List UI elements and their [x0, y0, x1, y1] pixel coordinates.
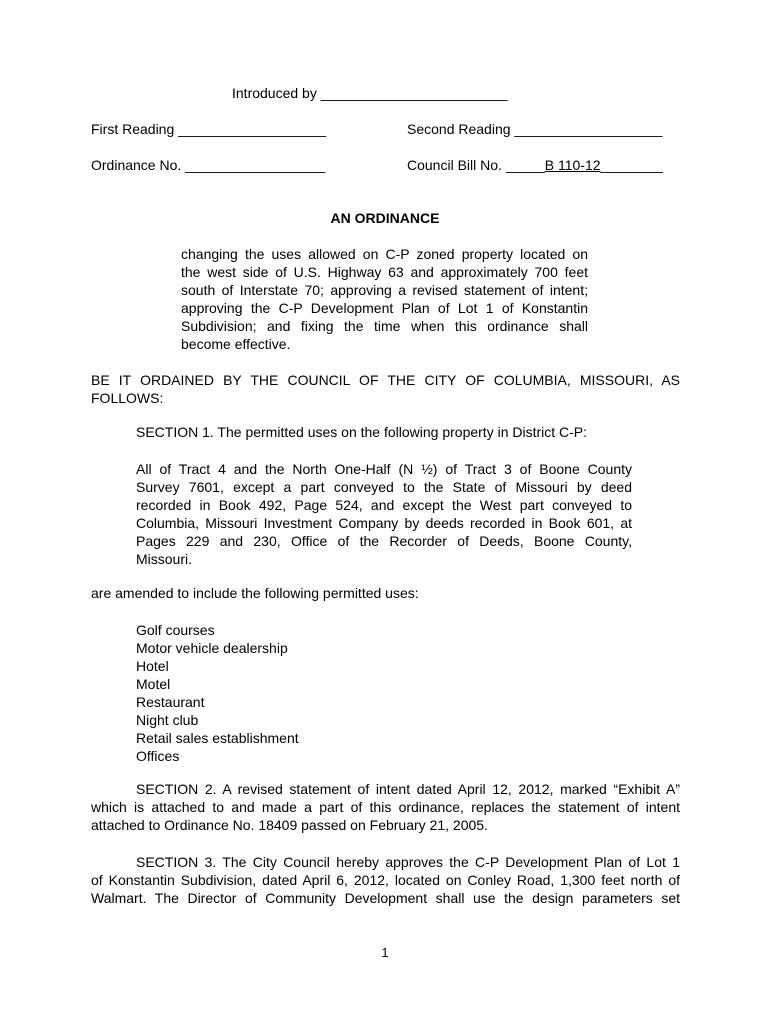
- purpose-line: become effective.: [181, 336, 291, 352]
- legal-line: Columbia, Missouri Investment Company by deeds recorded in Book 601, at: [136, 515, 632, 531]
- section-3-line: SECTION 3. The City Council hereby approves the C-P Development Plan of Lot 1: [136, 854, 680, 870]
- section-2: [91, 780, 680, 834]
- list-item: Night club: [136, 712, 199, 728]
- list-item: Hotel: [136, 658, 169, 674]
- legal-line: recorded in Book 492, Page 524, and except the West part conveyed to: [136, 497, 632, 513]
- council-bill-value: B 110-12: [544, 157, 601, 173]
- page-number: 1: [381, 945, 389, 960]
- legal-line: Survey 7601, except a part conveyed to the State of Missouri by deed: [136, 479, 632, 495]
- document-title: AN ORDINANCE: [330, 210, 440, 226]
- enacting-line: BE IT ORDAINED BY THE COUNCIL OF THE CITY OF COLUMBIA, MISSOURI, AS: [91, 372, 680, 388]
- first-reading-field: First Reading ___________________: [91, 121, 327, 137]
- second-reading-field: Second Reading ___________________: [407, 121, 663, 137]
- council-bill-blank: ________: [600, 157, 663, 173]
- list-item: Retail sales establishment: [136, 730, 299, 746]
- legal-description: [136, 460, 632, 568]
- section-3: [91, 853, 680, 907]
- introduced-by-field: Introduced by ________________________: [232, 85, 508, 101]
- list-item: Golf courses: [136, 622, 215, 638]
- purpose-clause: [181, 245, 588, 353]
- section-3-line: Walmart. The Director of Community Development shall use the design parameters set: [91, 890, 680, 906]
- permitted-uses-list: [136, 621, 299, 765]
- legal-line: Pages 229 and 230, Office of the Recorder of Deeds, Boone County,: [136, 533, 632, 549]
- ordinance-number-field: Ordinance No. __________________: [91, 157, 326, 173]
- section-1-heading: SECTION 1. The permitted uses on the following property in District C-P:: [136, 424, 588, 440]
- purpose-line: approving the C-P Development Plan of Lot 1 of Konstantin: [181, 300, 588, 316]
- list-item: Motel: [136, 676, 171, 692]
- list-item: Offices: [136, 748, 180, 764]
- enacting-clause: [91, 371, 680, 407]
- purpose-line: Subdivision; and fixing the time when this ordinance shall: [181, 318, 588, 334]
- legal-line: All of Tract 4 and the North One-Half (N ½) of Tract 3 of Boone County: [136, 461, 632, 477]
- council-bill-field: [407, 157, 663, 173]
- purpose-line: changing the uses allowed on C-P zoned property located on: [181, 246, 588, 262]
- council-bill-label: Council Bill No. _____: [407, 157, 545, 173]
- purpose-line: south of Interstate 70; approving a revised statement of intent;: [181, 282, 588, 298]
- section-3-line: of Konstantin Subdivision, dated April 6, 2012, located on Conley Road, 1,300 feet north of: [91, 872, 680, 888]
- enacting-line: FOLLOWS:: [91, 390, 164, 406]
- amended-statement: are amended to include the following permitted uses:: [91, 585, 419, 601]
- legal-line: Missouri.: [136, 551, 193, 567]
- purpose-line: the west side of U.S. Highway 63 and approximately 700 feet: [181, 264, 588, 280]
- section-2-line: attached to Ordinance No. 18409 passed on February 21, 2005.: [91, 817, 488, 833]
- list-item: Restaurant: [136, 694, 205, 710]
- list-item: Motor vehicle dealership: [136, 640, 288, 656]
- section-2-line: which is attached to and made a part of this ordinance, replaces the statement of intent: [91, 799, 680, 815]
- section-2-line: SECTION 2. A revised statement of intent dated April 12, 2012, marked “Exhibit A”: [136, 781, 680, 797]
